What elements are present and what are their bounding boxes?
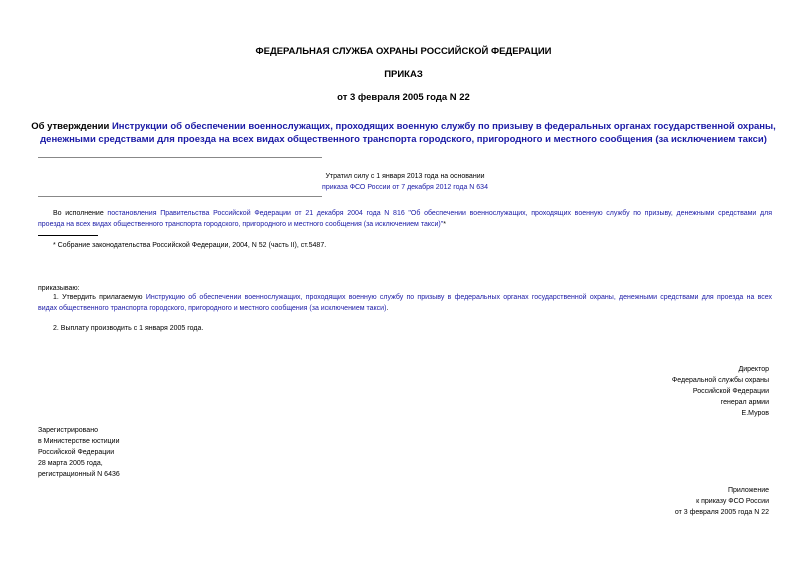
appendix-label: Приложение bbox=[727, 487, 769, 494]
signature-name: Е.Муров bbox=[741, 410, 769, 417]
registration-line-2: в Министерстве юстиции bbox=[38, 438, 120, 445]
instruction-title-link[interactable]: Инструкции об обеспечении военнослужащих, проходящих военную службу по призыву в федеральных органах государственной охраны, bbox=[111, 121, 776, 132]
title-prefix: Об утверждении bbox=[31, 121, 112, 132]
signature-service: Федеральной службы охраны bbox=[671, 377, 769, 384]
signature-position: Директор bbox=[738, 366, 769, 373]
basis-order-link[interactable]: приказа ФСО России от 7 декабря 2012 года N 634 bbox=[322, 184, 488, 191]
footnote-mark: * bbox=[443, 221, 446, 228]
instruction-link[interactable]: Инструкцию об обеспечении военнослужащих, проходящих военную службу по призыву в федеральных органах государственной охраны, денежными средствами для проезда на всех bbox=[145, 294, 772, 301]
title-line-1 bbox=[0, 120, 807, 133]
lost-force-text: Утратил силу с 1 января 2013 года на основании bbox=[325, 173, 485, 180]
registration-line-3: Российской Федерации bbox=[38, 449, 115, 456]
footnote-separator bbox=[38, 235, 98, 236]
registration-line-1: Зарегистрировано bbox=[38, 427, 98, 434]
document-date-number: от 3 февраля 2005 года N 22 bbox=[337, 92, 470, 103]
order-item-1 bbox=[38, 292, 772, 314]
signature-rank: генерал армии bbox=[720, 399, 769, 406]
appendix-reference: к приказу ФСО России bbox=[696, 498, 769, 505]
registration-block bbox=[38, 425, 338, 480]
signature-block bbox=[469, 364, 769, 419]
instruction-title-link-continued[interactable]: денежными средствами для проезда на всех видах общественного транспорта городского, пригородного и местного сообщения (за исключением такси) bbox=[40, 134, 767, 145]
status-block bbox=[300, 171, 510, 193]
instruction-link-continued[interactable]: видах общественного транспорта городского, пригородного и местного сообщения (за исключением такси) bbox=[38, 305, 387, 312]
appendix-block bbox=[469, 485, 769, 518]
document-title bbox=[0, 120, 807, 146]
preamble-intro: Во исполнение bbox=[53, 210, 108, 217]
separator-line bbox=[38, 157, 322, 158]
government-decree-link[interactable]: постановления Правительства Российской Федерации от 21 декабря 2004 года N 816 "Об обеспечении военнослужащих, проходящих военную службу по призыву, денежными средствами для bbox=[107, 210, 772, 217]
government-decree-link-continued[interactable]: проезда на всех видах общественного транспорта городского, пригородного и местного сообщения (за исключением такси)" bbox=[38, 221, 444, 228]
appendix-date-number: от 3 февраля 2005 года N 22 bbox=[674, 509, 769, 516]
footnote-text: * Собрание законодательства Российской Федерации, 2004, N 52 (часть II), ст.5487. bbox=[53, 242, 327, 249]
document-type: ПРИКАЗ bbox=[384, 69, 423, 80]
separator-line bbox=[38, 196, 322, 197]
order-item-2: 2. Выплату производить с 1 января 2005 года. bbox=[53, 325, 204, 332]
order-item-1-prefix: 1. Утвердить прилагаемую bbox=[53, 294, 146, 301]
orders-word: приказываю: bbox=[38, 285, 80, 292]
signature-country: Российской Федерации bbox=[692, 388, 769, 395]
order-item-1-suffix: . bbox=[386, 305, 389, 312]
registration-line-5: регистрационный N 6436 bbox=[38, 471, 120, 478]
registration-line-4: 28 марта 2005 года, bbox=[38, 460, 103, 467]
agency-name: ФЕДЕРАЛЬНАЯ СЛУЖБА ОХРАНЫ РОССИЙСКОЙ ФЕДЕРАЦИИ bbox=[255, 46, 552, 57]
preamble-paragraph bbox=[38, 208, 772, 230]
